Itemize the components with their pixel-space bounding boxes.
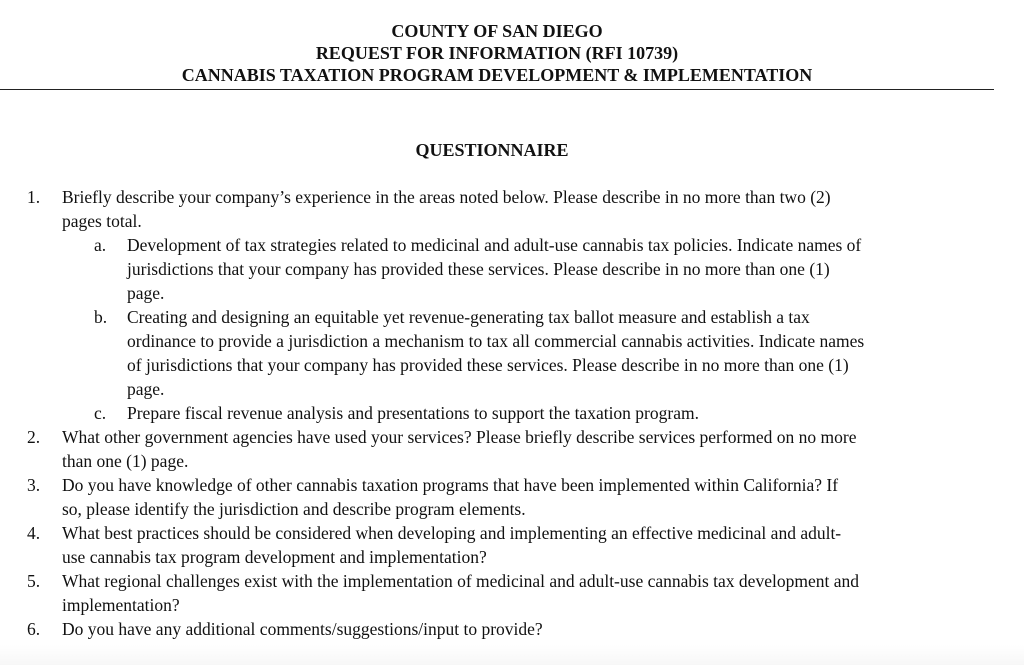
question-text-line: pages total. [62,211,142,231]
question-2 [0,425,1024,473]
question-number: 4. [27,523,41,543]
subquestion-text-line: page. [127,379,165,399]
question-5 [0,569,1024,617]
questionnaire-title: QUESTIONNAIRE [415,140,569,160]
question-number: 1. [27,187,41,207]
header-rfi: REQUEST FOR INFORMATION (RFI 10739) [315,43,679,63]
header-county: COUNTY OF SAN DIEGO [391,21,603,41]
question-number: 3. [27,475,41,495]
header-program: CANNABIS TAXATION PROGRAM DEVELOPMENT & IMPLEMENTATION [181,65,813,85]
question-text-line: so, please identify the jurisdiction and describe program elements. [62,499,526,519]
subquestion-text-line: of jurisdictions that your company has provided these services. Please describe in no more than one (1) [127,355,849,375]
question-number: 2. [27,427,41,447]
page-bottom-shade [0,645,1024,665]
question-number: 6. [27,619,41,639]
subquestion-letter: c. [94,403,107,423]
question-text-line: implementation? [62,595,180,615]
subquestion-letter: a. [94,235,107,255]
question-1c [0,401,1024,425]
question-1b [0,305,1024,401]
subquestion-text-line: Creating and designing an equitable yet revenue-generating tax ballot measure and establish a tax [127,307,810,327]
header-divider [0,89,994,90]
question-list [0,185,1024,641]
subquestion-text-line: Development of tax strategies related to medicinal and adult-use cannabis tax policies. Indicate names of [127,235,862,255]
question-text-line: Do you have knowledge of other cannabis taxation programs that have been implemented within California? If [62,475,839,495]
question-text-line: than one (1) page. [62,451,189,471]
subquestion-text-line: page. [127,283,165,303]
question-3 [0,473,1024,521]
question-text-line: Briefly describe your company’s experience in the areas noted below. Please describe in no more than two (2) [62,187,831,207]
subquestion-text-line: ordinance to provide a jurisdiction a mechanism to tax all commercial cannabis activities. Indicate names [127,331,865,351]
question-text-line: What other government agencies have used your services? Please briefly describe services performed on no more [62,427,857,447]
question-text-line: What regional challenges exist with the implementation of medicinal and adult-use cannabis tax development and [62,571,859,591]
question-text-line: Do you have any additional comments/suggestions/input to provide? [62,619,543,639]
question-text-line: What best practices should be considered when developing and implementing an effective medicinal and adult- [62,523,842,543]
question-6 [0,617,1024,641]
subquestion-text-line: Prepare fiscal revenue analysis and presentations to support the taxation program. [127,403,699,423]
document-header [0,20,994,86]
question-text-line: use cannabis tax program development and implementation? [62,547,487,567]
question-number: 5. [27,571,41,591]
subquestion-text-line: jurisdictions that your company has provided these services. Please describe in no more than one (1) [127,259,830,279]
question-1a [0,233,1024,305]
question-1 [0,185,1024,233]
subquestion-letter: b. [94,307,108,327]
question-4 [0,521,1024,569]
